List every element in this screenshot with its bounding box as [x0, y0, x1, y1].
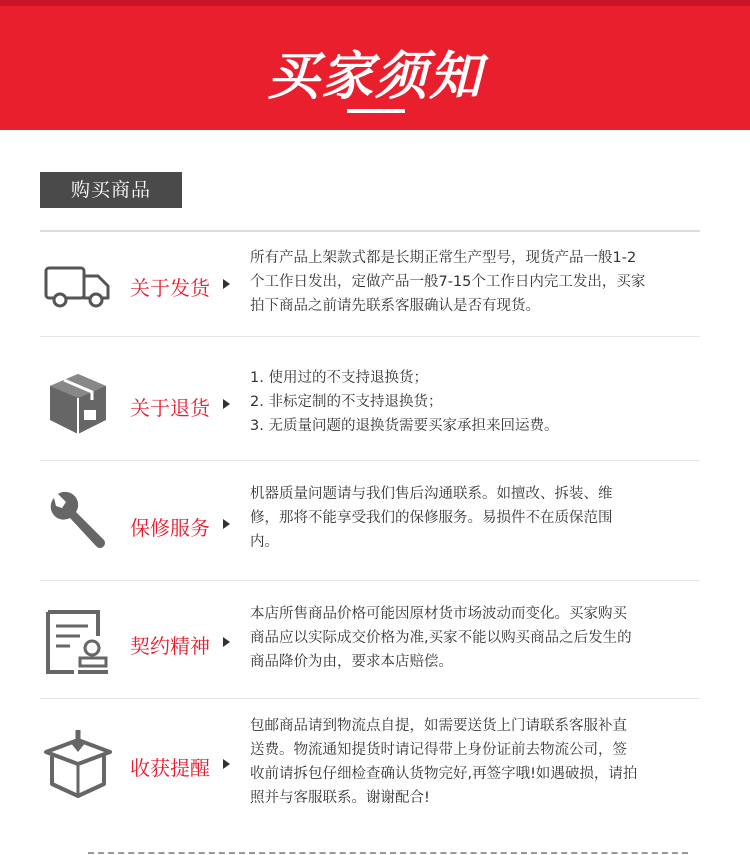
text-line: 本店所售商品价格可能因原材货市场波动而变化。买家购买 — [250, 606, 627, 622]
bottom-dashed-rule — [88, 852, 688, 854]
info-item-warranty — [40, 482, 700, 572]
item-label: 关于发货 — [130, 276, 210, 300]
text-line: 2. 非标定制的不支持退换货； — [250, 394, 443, 410]
delivery-truck-icon — [40, 250, 116, 320]
package-receive-icon — [40, 730, 116, 800]
arrow-right-icon — [223, 759, 230, 769]
info-item-returns — [40, 360, 700, 450]
text-line: 商品应以实际成交价格为准,买家不能以购买商品之后发生的 — [250, 630, 632, 646]
title-underline — [347, 109, 405, 113]
item-label: 关于退货 — [130, 396, 210, 420]
text-line: 个工作日发出，定做产品一般7-15个工作日内完工发出，买家 — [250, 274, 646, 290]
text-line: 照并与客服联系。谢谢配合! — [250, 790, 430, 806]
divider — [40, 460, 700, 461]
text-line: 3. 无质量问题的退换货需要买家承担来回运费。 — [250, 418, 559, 434]
text-line: 包邮商品请到物流点自提，如需要送货上门请联系客服补直 — [250, 718, 627, 734]
item-text — [250, 714, 720, 810]
divider — [40, 698, 700, 699]
item-text — [250, 246, 720, 318]
item-text — [250, 366, 720, 438]
arrow-right-icon — [223, 519, 230, 529]
item-text — [250, 602, 720, 674]
arrow-right-icon — [223, 279, 230, 289]
text-line: 内。 — [250, 534, 279, 550]
text-line: 送费。物流通知提货时请记得带上身份证前去物流公司，签 — [250, 742, 627, 758]
wrench-icon — [40, 488, 116, 558]
arrow-right-icon — [223, 637, 230, 647]
info-item-contract — [40, 602, 700, 692]
item-label: 保修服务 — [130, 516, 210, 540]
header-banner — [0, 0, 750, 130]
return-box-icon — [40, 370, 116, 440]
text-line: 商品降价为由，要求本店赔偿。 — [250, 654, 453, 670]
item-text — [250, 482, 720, 554]
text-line: 所有产品上架款式都是长期正常生产型号，现货产品一般1-2 — [250, 250, 637, 266]
contract-stamp-icon — [40, 608, 116, 678]
text-line: 拍下商品之前请先联系客服确认是否有现货。 — [250, 298, 540, 314]
info-item-shipping — [40, 244, 700, 334]
page-title: 买家须知 — [266, 46, 483, 107]
info-item-receipt — [40, 712, 700, 822]
text-line: 收前请拆包仔细检查确认货物完好,再签字哦!如遇破损，请拍 — [250, 766, 638, 782]
divider — [40, 336, 700, 337]
item-label: 收获提醒 — [130, 756, 210, 780]
text-line: 修，那将不能享受我们的保修服务。易损件不在质保范围 — [250, 510, 613, 526]
arrow-right-icon — [223, 399, 230, 409]
section-tag: 购买商品 — [40, 172, 182, 208]
item-label: 契约精神 — [130, 634, 210, 658]
section-rule — [40, 230, 700, 232]
text-line: 1. 使用过的不支持退换货； — [250, 370, 428, 386]
divider — [40, 580, 700, 581]
text-line: 机器质量问题请与我们售后沟通联系。如擅改、拆装、维 — [250, 486, 613, 502]
